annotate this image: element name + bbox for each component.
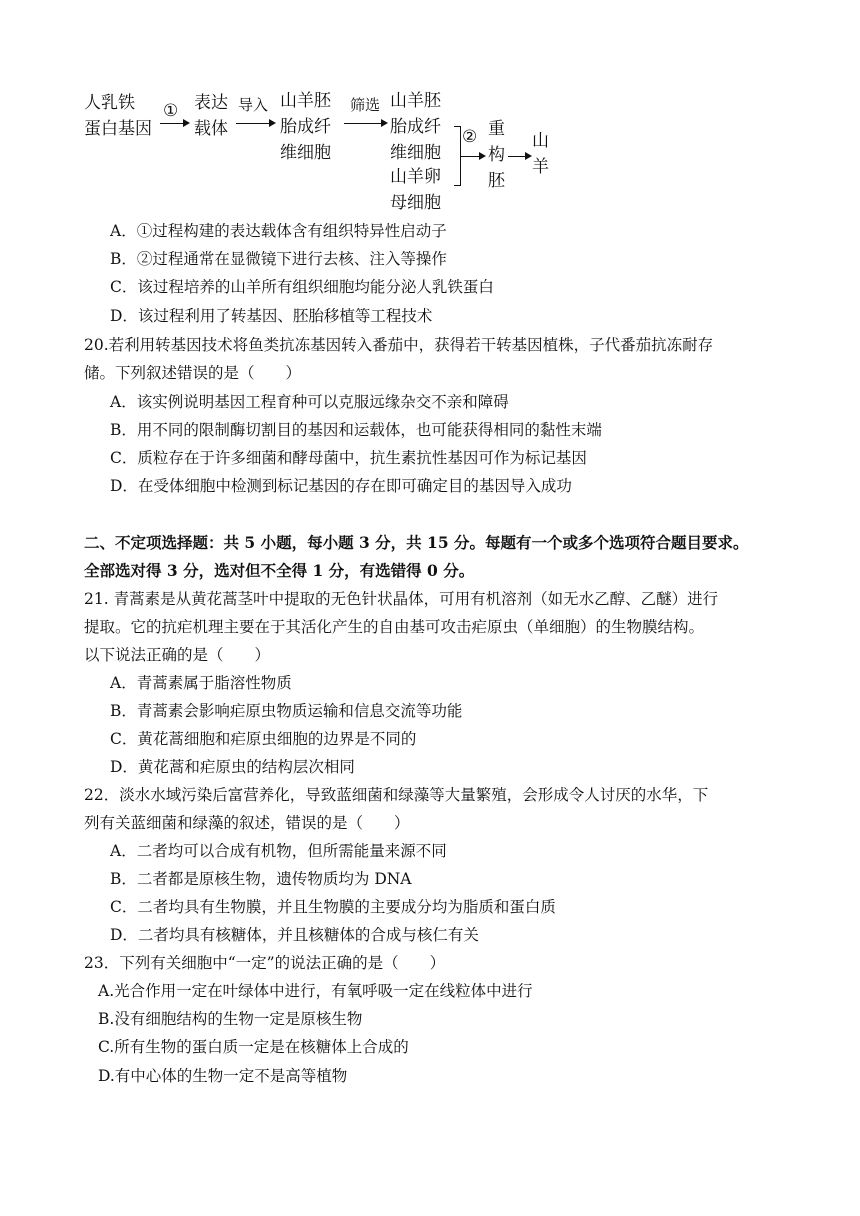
q23-option-b: B.没有细胞结构的生物一定是原核生物 (98, 1010, 363, 1028)
q23-stem: 23．下列有关细胞中“一定”的说法正确的是（ ） (84, 954, 446, 972)
q21-stem-line1: 21. 青蒿素是从黄花蒿茎叶中提取的无色针状晶体，可用有机溶剂（如无水乙醇、乙醚）进行 (84, 590, 719, 608)
diagram-arrow-5 (508, 156, 530, 157)
q22-option-c: C．二者均具有生物膜，并且生物膜的主要成分均为脂质和蛋白质 (110, 898, 556, 916)
q22-option-d: D．二者均具有核糖体，并且核糖体的合成与核仁有关 (110, 926, 479, 944)
diagram-step-2: ② (462, 127, 478, 147)
diagram-arrow-2 (236, 123, 274, 124)
diagram-node-fibroblast-selected: 山羊胚 胎成纤 维细胞 (390, 91, 441, 163)
q22-option-a: A．二者均可以合成有机物，但所需能量来源不同 (110, 842, 447, 860)
q19-option-c: C．该过程培养的山羊所有组织细胞均能分泌人乳铁蛋白 (110, 278, 494, 296)
diagram-arrow-3 (344, 123, 386, 124)
diagram-node-fibroblast: 山羊胚 胎成纤 维细胞 (280, 91, 331, 163)
q21-option-c: C．黄花蒿细胞和疟原虫细胞的边界是不同的 (110, 730, 417, 748)
diagram-node-oocyte: 山羊卵 母细胞 (390, 167, 441, 213)
q20-stem-line1: 20.若利用转基因技术将鱼类抗冻基因转入番茄中，获得若干转基因植株，子代番茄抗冻耐存 (84, 336, 714, 354)
section2-heading-line1: 二、不定项选择题：共 5 小题，每小题 3 分，共 15 分。每题有一个或多个选项符合题目要求。 (84, 533, 749, 552)
diagram-node-vector: 表达 载体 (194, 93, 228, 139)
q21-option-a: A．青蒿素属于脂溶性物质 (110, 674, 292, 692)
q20-option-d: D．在受体细胞中检测到标记基因的存在即可确定目的基因导入成功 (110, 477, 572, 495)
q21-option-b: B．青蒿素会影响疟原虫物质运输和信息交流等功能 (110, 702, 463, 720)
diagram-step-import: 导入 (238, 96, 269, 114)
diagram-step-1: ① (163, 101, 179, 121)
q21-stem-line3: 以下说法正确的是（ ） (84, 646, 271, 664)
diagram-arrow-1 (160, 123, 188, 124)
q20-option-b: B．用不同的限制酶切割目的基因和运载体，也可能获得相同的黏性末端 (110, 421, 602, 439)
diagram-node-gene: 人乳铁 蛋白基因 (84, 93, 152, 139)
diagram-step-screen: 筛选 (350, 96, 381, 114)
q19-option-b: B．②过程通常在显微镜下进行去核、注入等操作 (110, 250, 447, 268)
diagram-node-goat: 山 羊 (532, 131, 549, 177)
q20-stem-line2: 储。下列叙述错误的是（ ） (84, 364, 302, 382)
q19-option-a: A．①过程构建的表达载体含有组织特异性启动子 (110, 222, 447, 240)
q20-option-a: A．该实例说明基因工程育种可以克服远缘杂交不亲和障碍 (110, 393, 509, 411)
diagram-node-embryo: 重 构 胚 (488, 119, 505, 191)
q22-stem-line1: 22．淡水水域污染后富营养化，导致蓝细菌和绿藻等大量繁殖，会形成令人讨厌的水华，下 (84, 786, 709, 804)
section2-heading-line2: 全部选对得 3 分，选对但不全得 1 分，有选错得 0 分。 (84, 561, 475, 580)
q22-stem-line2: 列有关蓝细菌和绿藻的叙述，错误的是（ ） (84, 814, 410, 832)
q23-option-c: C.所有生物的蛋白质一定是在核糖体上合成的 (98, 1038, 409, 1056)
q21-option-d: D．黄花蒿和疟原虫的结构层次相同 (110, 758, 355, 776)
q23-option-a: A.光合作用一定在叶绿体中进行，有氧呼吸一定在线粒体中进行 (98, 982, 533, 1000)
diagram-arrow-4 (460, 156, 484, 157)
q19-option-d: D．该过程利用了转基因、胚胎移植等工程技术 (110, 307, 433, 325)
q20-option-c: C．质粒存在于许多细菌和酵母菌中，抗生素抗性基因可作为标记基因 (110, 449, 587, 467)
q23-option-d: D.有中心体的生物一定不是高等植物 (98, 1067, 348, 1085)
q21-stem-line2: 提取。它的抗疟机理主要在于其活化产生的自由基可攻击疟原虫（单细胞）的生物膜结构。 (84, 618, 705, 636)
q22-option-b: B．二者都是原核生物，遗传物质均为 DNA (110, 870, 412, 888)
flow-diagram (80, 86, 560, 216)
